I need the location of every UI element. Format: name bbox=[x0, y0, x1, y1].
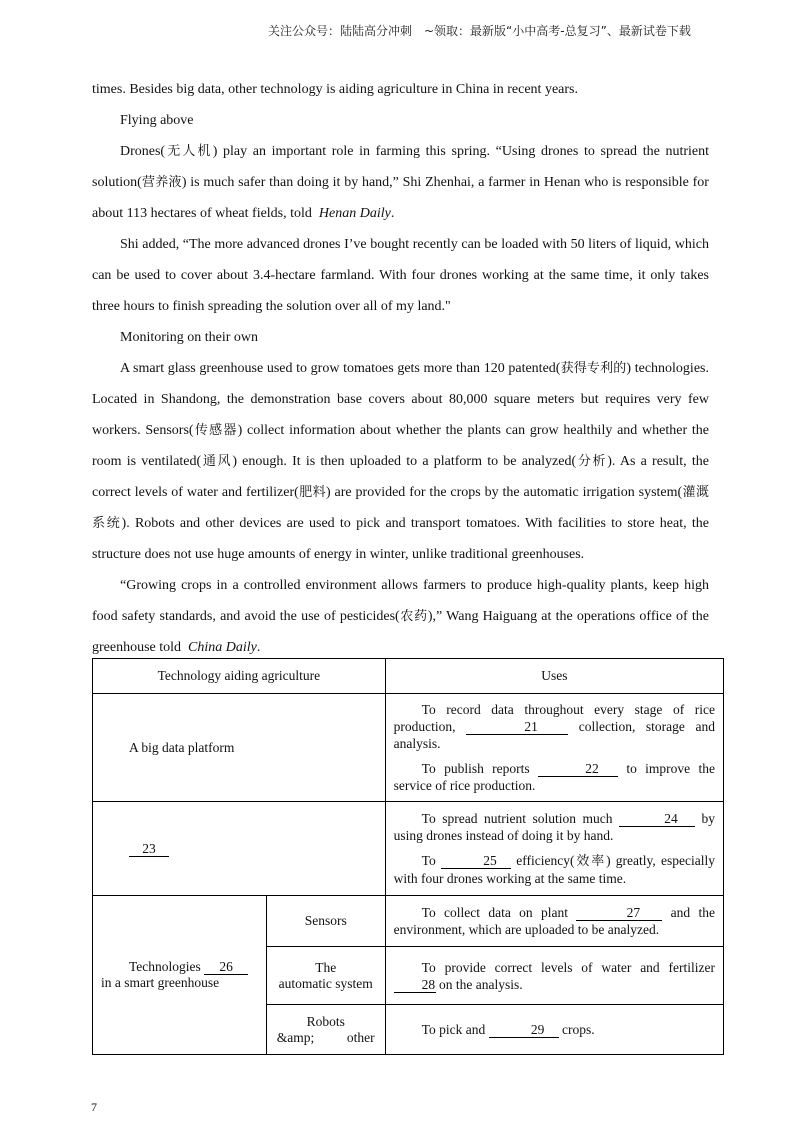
paragraph-greenhouse: A smart glass greenhouse used to grow tomatoes gets more than 120 patented(获得专利的) technologies. Located in Shandong, the demonstration base covers about 80,000 square meters but requires very few workers. Sensors(传感器) collect information about whether the plants can grow healthily and whether the room is ventilated(通风) enough. It is then uploaded to a platform to be analyzed(分析). As a result, the correct levels of water and fertilizer(肥料) are provided for the crops by the automatic irrigation system(灌溉系统). Robots and other devices are used to pick and transport tomatoes. With facilities to store heat, the structure does not use huge amounts of energy in winter, unlike traditional greenhouses. bbox=[92, 361, 709, 562]
cell-sensors-use: To collect data on plant 27 and the environment, which are uploaded to be analyzed. bbox=[385, 896, 723, 947]
cell-automatic-system-use: To provide correct levels of water and fertilizer 28 on the analysis. bbox=[385, 947, 723, 1005]
cell-robots: Robots &amp; other bbox=[266, 1005, 385, 1055]
section-heading-flying-above: Flying above bbox=[120, 113, 194, 128]
table-row-big-data bbox=[93, 694, 724, 802]
cell-robots-use: To pick and 29 crops. bbox=[385, 1005, 723, 1055]
cell-smart-greenhouse: Technologies 26 in a smart greenhouse bbox=[93, 896, 267, 1055]
section-heading-monitoring: Monitoring on their own bbox=[120, 330, 259, 345]
cell-automatic-system: The automatic system bbox=[266, 947, 385, 1005]
answer-blank-23[interactable]: 23 bbox=[129, 841, 169, 857]
cell-drone-uses: To spread nutrient solution much 24 by using drones instead of doing it by hand. To 25 efficiency(效率) greatly, especially with four drones working at the same time. bbox=[385, 802, 723, 896]
header-uses: Uses bbox=[385, 659, 723, 694]
paragraph-shi-quote: Shi added, “The more advanced drones I’ve bought recently can be loaded with 50 liters of liquid, which can be used to cover about 3.4-hectare farmland. With four drones working at the same time, it only takes three hours to finish spreading the solution over all of my land." bbox=[92, 237, 709, 314]
header-technology: Technology aiding agriculture bbox=[93, 659, 386, 694]
page-header-banner: 关注公众号：陆陆高分冲刺 ~领取：最新版“小中高考-总复习”、最新试卷下载 bbox=[268, 24, 691, 38]
answer-blank-29[interactable]: 29 bbox=[489, 1022, 559, 1038]
answer-blank-21[interactable]: 21 bbox=[466, 719, 568, 735]
cell-big-data-uses: To record data throughout every stage of rice production, 21 collection, storage and analysis. To publish reports 22 to improve the service of rice production. bbox=[385, 694, 723, 802]
summary-table bbox=[92, 658, 724, 1055]
paragraph-drones: Drones(无人机) play an important role in farming this spring. “Using drones to spread the nutrient solution(营养液) is much safer than doing it by hand,” Shi Zhenhai, a farmer in Henan who is responsible for about 113 hectares of wheat fields, told Henan Daily. bbox=[92, 144, 709, 221]
source-china-daily: China Daily bbox=[188, 640, 257, 655]
answer-blank-26[interactable]: 26 bbox=[204, 959, 248, 975]
answer-blank-25[interactable]: 25 bbox=[441, 853, 511, 869]
cell-sensors: Sensors bbox=[266, 896, 385, 947]
page-number: 7 bbox=[91, 1100, 97, 1114]
cell-big-data-platform: A big data platform bbox=[93, 694, 386, 802]
table-row-sensors bbox=[93, 896, 724, 947]
answer-blank-22[interactable]: 22 bbox=[538, 761, 618, 777]
article-body bbox=[92, 74, 709, 663]
paragraph-intro: times. Besides big data, other technology is aiding agriculture in China in recent years. bbox=[92, 82, 578, 97]
answer-blank-27[interactable]: 27 bbox=[576, 905, 662, 921]
answer-blank-28[interactable]: 28 bbox=[394, 977, 436, 993]
source-henan-daily: Henan Daily bbox=[318, 206, 391, 221]
paragraph-wang-quote: “Growing crops in a controlled environment allows farmers to produce high-quality plants, keep high food safety standards, and avoid the use of pesticides(农药),” Wang Haiguang at the operations office of the greenhouse told China Daily. bbox=[92, 578, 709, 655]
table-header-row bbox=[93, 659, 724, 694]
cell-blank-23 bbox=[93, 802, 386, 896]
table-row-drones bbox=[93, 802, 724, 896]
answer-blank-24[interactable]: 24 bbox=[619, 811, 695, 827]
